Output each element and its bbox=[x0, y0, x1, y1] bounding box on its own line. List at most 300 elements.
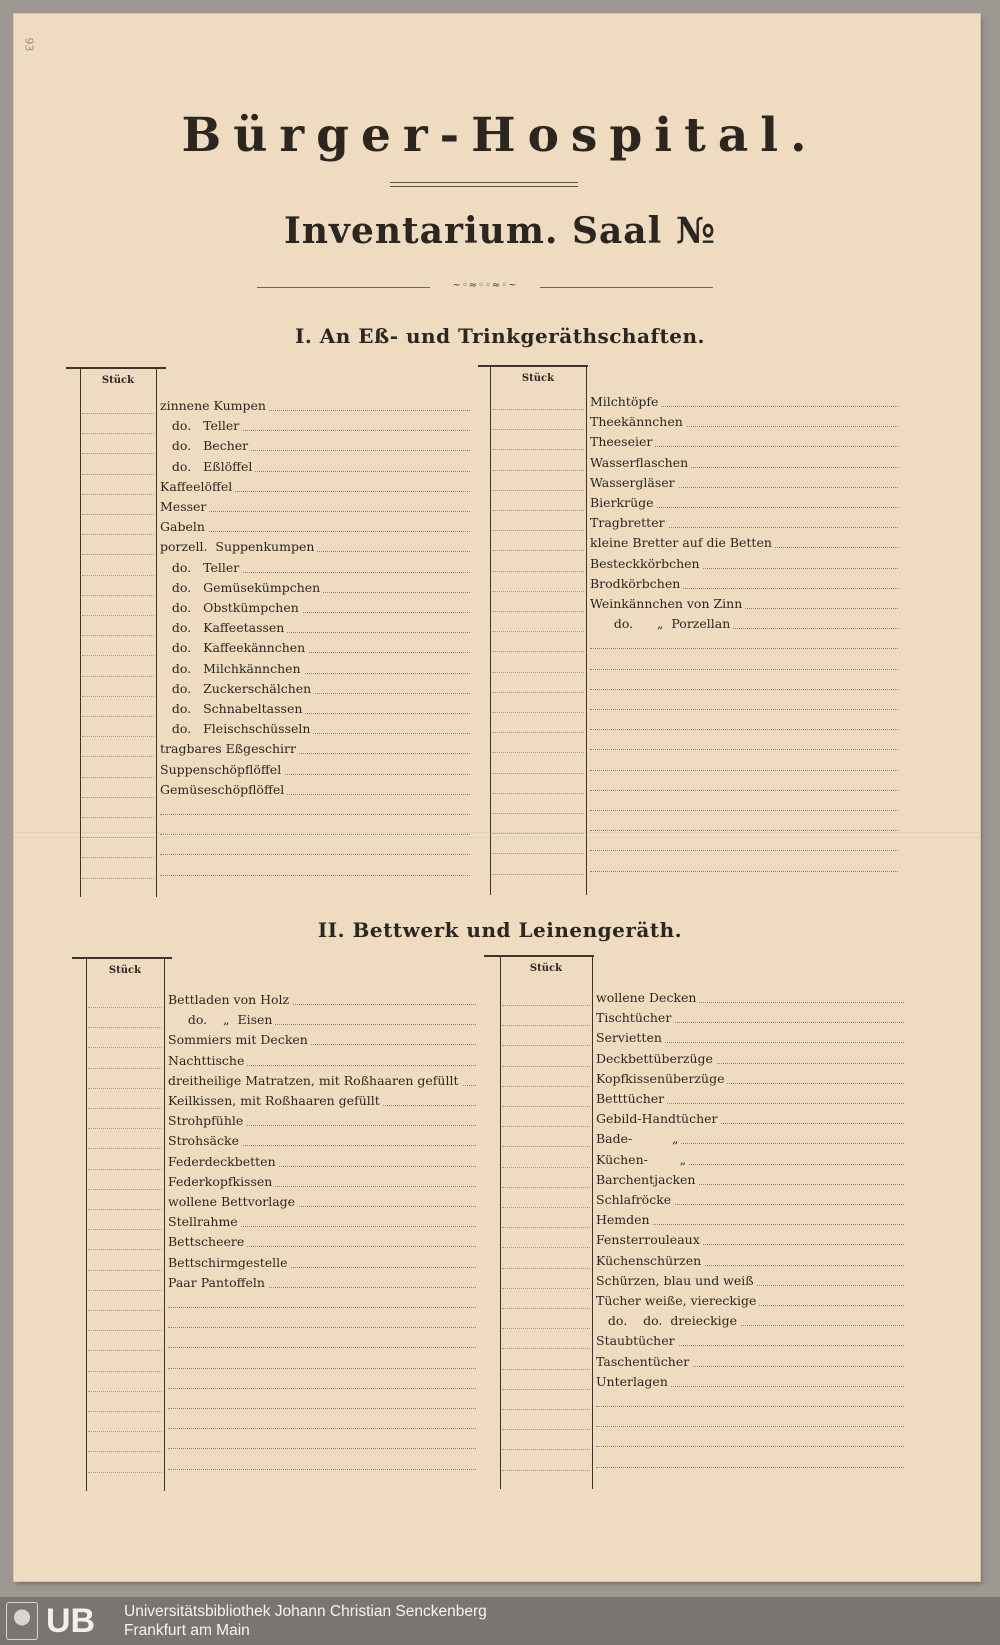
inventory-item bbox=[168, 1172, 476, 1192]
inventory-item-label: Kopfkissenüberzüge bbox=[596, 1071, 727, 1086]
count-cell-rule bbox=[82, 655, 154, 656]
count-cell-rule bbox=[82, 857, 154, 858]
count-cell-rule bbox=[502, 1247, 590, 1248]
inventory-item-label: Brodkörbchen bbox=[590, 576, 683, 591]
inventory-item bbox=[168, 1212, 476, 1232]
inventory-item bbox=[590, 594, 898, 614]
stueck-header: Stück bbox=[529, 963, 563, 974]
column-rule-left bbox=[86, 959, 87, 1491]
count-cell-rule bbox=[492, 490, 584, 491]
inventory-item bbox=[590, 493, 898, 513]
fill-line bbox=[168, 1469, 476, 1470]
fill-line bbox=[590, 709, 898, 710]
inventory-item bbox=[160, 477, 470, 497]
inventory-item-label: do. „ Porzellan bbox=[590, 616, 733, 631]
count-cell-rule bbox=[502, 1470, 590, 1471]
count-cell-rule bbox=[502, 1126, 590, 1127]
inventory-item-label: Betttücher bbox=[596, 1091, 667, 1106]
count-cell-rule bbox=[492, 672, 584, 673]
inventory-item bbox=[590, 513, 898, 533]
count-cell-rule bbox=[88, 1290, 162, 1291]
inventory-item-label: Deckbettüberzüge bbox=[596, 1051, 716, 1066]
inventory-column-s1-right bbox=[478, 365, 904, 895]
count-cell-rule bbox=[492, 773, 584, 774]
count-cell-rule bbox=[502, 1429, 590, 1430]
count-cell-rule bbox=[88, 1350, 162, 1351]
inventory-item bbox=[160, 457, 470, 477]
count-cell-rule bbox=[82, 878, 154, 879]
count-cell-rule bbox=[502, 1308, 590, 1309]
inventory-column-s2-right bbox=[484, 955, 910, 1489]
inventory-item bbox=[596, 1372, 904, 1392]
inventory-item-label: Bade- „ bbox=[596, 1131, 681, 1146]
inventory-item bbox=[160, 598, 470, 618]
column-rule-right bbox=[164, 959, 165, 1491]
inventory-item-label: Nachttische bbox=[168, 1053, 247, 1068]
inventory-item bbox=[596, 1028, 904, 1048]
inventory-item bbox=[596, 1271, 904, 1291]
inventory-column-s1-left bbox=[66, 367, 476, 897]
count-cell-rule bbox=[88, 1169, 162, 1170]
column-top-rule bbox=[478, 365, 588, 367]
fill-line bbox=[168, 1307, 476, 1308]
inventory-item bbox=[168, 1434, 476, 1454]
section-heading-2: II. Bettwerk und Leinengeräth. bbox=[317, 918, 683, 942]
library-name-line2: Frankfurt am Main bbox=[124, 1622, 250, 1639]
inventory-item bbox=[590, 432, 898, 452]
inventory-item bbox=[160, 800, 470, 820]
inventory-item-label: Barchentjacken bbox=[596, 1172, 699, 1187]
inventory-item-label: Paar Pantoffeln bbox=[168, 1275, 268, 1290]
count-cell-rule bbox=[88, 1391, 162, 1392]
inventory-item bbox=[168, 1253, 476, 1273]
inventory-item bbox=[160, 638, 470, 658]
inventory-item bbox=[168, 1192, 476, 1212]
fill-line bbox=[168, 1347, 476, 1348]
count-cell-rule bbox=[88, 1148, 162, 1149]
count-cell-rule bbox=[492, 833, 584, 834]
count-cell-rule bbox=[88, 1209, 162, 1210]
inventory-item-label: Bettladen von Holz bbox=[168, 992, 292, 1007]
inventory-item bbox=[168, 1273, 476, 1293]
count-cell-rule bbox=[502, 1288, 590, 1289]
fill-line bbox=[590, 689, 898, 690]
inventory-item bbox=[168, 1293, 476, 1313]
inventory-item bbox=[596, 1291, 904, 1311]
count-cell-rule bbox=[82, 413, 154, 414]
inventory-item bbox=[168, 1091, 476, 1111]
inventory-item bbox=[160, 558, 470, 578]
inventory-item bbox=[590, 392, 898, 412]
inventory-item bbox=[590, 816, 898, 836]
column-rule-left bbox=[500, 957, 501, 1489]
inventory-item-label: zinnene Kumpen bbox=[160, 398, 269, 413]
fill-line bbox=[590, 810, 898, 811]
inventory-item-label: dreitheilige Matratzen, mit Roßhaaren gefüllt bbox=[168, 1073, 462, 1088]
count-cell-rule bbox=[88, 1431, 162, 1432]
inventory-item-label: Strohsäcke bbox=[168, 1133, 242, 1148]
stueck-header: Stück bbox=[108, 965, 142, 976]
inventory-item bbox=[590, 735, 898, 755]
inventory-item bbox=[596, 1109, 904, 1129]
inventory-item-label: porzell. Suppenkumpen bbox=[160, 539, 317, 554]
inventory-item bbox=[590, 473, 898, 493]
count-cell-rule bbox=[492, 571, 584, 572]
fill-line bbox=[160, 814, 470, 815]
inventory-item bbox=[590, 695, 898, 715]
inventory-item bbox=[160, 679, 470, 699]
inventory-item-label: do. Obstkümpchen bbox=[160, 600, 302, 615]
count-cell-rule bbox=[492, 712, 584, 713]
fill-line bbox=[590, 790, 898, 791]
inventory-item-label: do. Teller bbox=[160, 560, 242, 575]
inventory-item-label: Sommiers mit Decken bbox=[168, 1032, 311, 1047]
inventory-item bbox=[160, 840, 470, 860]
inventory-item-label: do. Teller bbox=[160, 418, 242, 433]
inventory-item bbox=[168, 1051, 476, 1071]
inventory-item bbox=[596, 1453, 904, 1473]
inventory-item bbox=[590, 453, 898, 473]
inventory-item-label: Fensterrouleaux bbox=[596, 1232, 703, 1247]
inventory-item bbox=[596, 1230, 904, 1250]
count-cell-rule bbox=[502, 1025, 590, 1026]
count-cell-rule bbox=[82, 696, 154, 697]
fill-line bbox=[168, 1408, 476, 1409]
inventory-item bbox=[160, 396, 470, 416]
stueck-header: Stück bbox=[101, 375, 135, 386]
fill-line bbox=[168, 1428, 476, 1429]
inventory-item-label: Gebild-Handtücher bbox=[596, 1111, 721, 1126]
count-cell-rule bbox=[492, 732, 584, 733]
count-cell-rule bbox=[492, 591, 584, 592]
inventory-item-label: do. Milchkännchen bbox=[160, 661, 304, 676]
inventory-item bbox=[168, 1030, 476, 1050]
inventory-item bbox=[590, 412, 898, 432]
inventory-item bbox=[160, 497, 470, 517]
inventory-item bbox=[596, 1190, 904, 1210]
count-cell-rule bbox=[82, 554, 154, 555]
inventory-item-label: Federdeckbetten bbox=[168, 1154, 279, 1169]
inventory-item bbox=[590, 857, 898, 877]
inventory-item-label: do. Gemüsekümpchen bbox=[160, 580, 323, 595]
count-cell-rule bbox=[82, 514, 154, 515]
inventory-item bbox=[596, 1129, 904, 1149]
document-subtitle: Inventarium. Saal № bbox=[284, 210, 716, 252]
count-cell-rule bbox=[492, 510, 584, 511]
inventory-item-label: Besteckkörbchen bbox=[590, 556, 703, 571]
inventory-item bbox=[160, 618, 470, 638]
count-cell-rule bbox=[492, 470, 584, 471]
inventory-item bbox=[596, 988, 904, 1008]
inventory-item-label: wollene Decken bbox=[596, 990, 699, 1005]
count-cell-rule bbox=[502, 1207, 590, 1208]
inventory-item bbox=[590, 574, 898, 594]
section-heading-1: I. An Eß- und Trinkgeräthschaften. bbox=[295, 324, 705, 348]
inventory-item bbox=[596, 1331, 904, 1351]
inventory-item bbox=[160, 416, 470, 436]
inventory-item bbox=[596, 1089, 904, 1109]
count-cell-rule bbox=[492, 409, 584, 410]
count-cell-rule bbox=[492, 631, 584, 632]
library-footer-bar bbox=[0, 1597, 1000, 1645]
inventory-item bbox=[160, 436, 470, 456]
inventory-item bbox=[168, 1394, 476, 1414]
count-cell-rule bbox=[88, 1229, 162, 1230]
count-cell-rule bbox=[502, 1106, 590, 1107]
inventory-item-label: do. do. dreieckige bbox=[596, 1313, 740, 1328]
inventory-item-label: do. Kaffeetassen bbox=[160, 620, 287, 635]
count-cell-rule bbox=[88, 1027, 162, 1028]
count-cell-rule bbox=[82, 756, 154, 757]
inventory-item bbox=[596, 1069, 904, 1089]
fill-line bbox=[590, 749, 898, 750]
inventory-item bbox=[168, 1313, 476, 1333]
inventory-item-label: kleine Bretter auf die Betten bbox=[590, 535, 775, 550]
inventory-item bbox=[596, 1008, 904, 1028]
inventory-item bbox=[596, 1352, 904, 1372]
inventory-item bbox=[596, 1210, 904, 1230]
fill-line bbox=[596, 1446, 904, 1447]
inventory-item bbox=[168, 1354, 476, 1374]
inventory-item-label: Strohpfühle bbox=[168, 1113, 246, 1128]
inventory-item-label: Bettschirmgestelle bbox=[168, 1255, 291, 1270]
count-cell-rule bbox=[502, 1005, 590, 1006]
inventory-item bbox=[168, 1455, 476, 1475]
count-cell-rule bbox=[82, 474, 154, 475]
inventory-item-label: Küchen- „ bbox=[596, 1152, 689, 1167]
count-cell-rule bbox=[82, 716, 154, 717]
count-cell-rule bbox=[82, 615, 154, 616]
inventory-item bbox=[168, 1333, 476, 1353]
inventory-item bbox=[596, 1170, 904, 1190]
inventory-item-label: Wasserflaschen bbox=[590, 455, 691, 470]
count-cell-rule bbox=[88, 1310, 162, 1311]
fill-line bbox=[590, 830, 898, 831]
count-cell-rule bbox=[82, 635, 154, 636]
inventory-item bbox=[596, 1392, 904, 1412]
count-cell-rule bbox=[502, 1086, 590, 1087]
count-cell-rule bbox=[82, 494, 154, 495]
inventory-item bbox=[590, 776, 898, 796]
column-top-rule bbox=[72, 957, 172, 959]
inventory-item bbox=[596, 1251, 904, 1271]
inventory-item bbox=[160, 820, 470, 840]
fill-line bbox=[160, 875, 470, 876]
count-cell-rule bbox=[502, 1348, 590, 1349]
library-name bbox=[124, 1602, 487, 1640]
count-cell-rule bbox=[492, 692, 584, 693]
count-cell-rule bbox=[82, 797, 154, 798]
inventory-item bbox=[590, 554, 898, 574]
fill-line bbox=[590, 729, 898, 730]
inventory-item-label: tragbares Eßgeschirr bbox=[160, 741, 299, 756]
inventory-item bbox=[160, 739, 470, 759]
inventory-item bbox=[160, 760, 470, 780]
inventory-item-label: Suppenschöpflöffel bbox=[160, 762, 284, 777]
inventory-item bbox=[590, 675, 898, 695]
ornament: ~◦≈◦◦≈◦~ bbox=[430, 279, 540, 293]
inventory-item bbox=[168, 1152, 476, 1172]
inventory-item-label: do. Becher bbox=[160, 438, 251, 453]
inventory-item-label: Stellrahme bbox=[168, 1214, 241, 1229]
fill-line bbox=[590, 648, 898, 649]
inventory-item bbox=[160, 861, 470, 881]
inventory-item-label: do. Eßlöffel bbox=[160, 459, 255, 474]
count-cell-rule bbox=[502, 1449, 590, 1450]
count-cell-rule bbox=[502, 1328, 590, 1329]
inventory-item-label: Hemden bbox=[596, 1212, 653, 1227]
inventory-item bbox=[160, 780, 470, 800]
fill-line bbox=[168, 1388, 476, 1389]
count-cell-rule bbox=[502, 1268, 590, 1269]
inventory-item bbox=[590, 796, 898, 816]
inventory-item-label: Schürzen, blau und weiß bbox=[596, 1273, 757, 1288]
count-cell-rule bbox=[88, 1371, 162, 1372]
inventory-item-label: Staubtücher bbox=[596, 1333, 678, 1348]
count-cell-rule bbox=[88, 1330, 162, 1331]
column-rule-right bbox=[592, 957, 593, 1489]
inventory-item bbox=[590, 655, 898, 675]
inventory-item bbox=[596, 1049, 904, 1069]
inventory-item bbox=[596, 1311, 904, 1331]
count-cell-rule bbox=[82, 736, 154, 737]
inventory-item-label: wollene Bettvorlage bbox=[168, 1194, 298, 1209]
count-cell-rule bbox=[502, 1066, 590, 1067]
library-name-line1: Universitätsbibliothek Johann Christian Senckenberg bbox=[124, 1603, 487, 1620]
count-cell-rule bbox=[502, 1167, 590, 1168]
count-cell-rule bbox=[492, 813, 584, 814]
column-rule-right bbox=[156, 369, 157, 897]
inventory-item-label: Theekännchen bbox=[590, 414, 686, 429]
inventory-column-s2-left bbox=[72, 957, 482, 1491]
inventory-item bbox=[590, 715, 898, 735]
count-cell-rule bbox=[88, 1451, 162, 1452]
inventory-item bbox=[168, 1374, 476, 1394]
inventory-item-label: Tischtücher bbox=[596, 1010, 674, 1025]
inventory-item-label: Keilkissen, mit Roßhaaren gefüllt bbox=[168, 1093, 383, 1108]
inventory-item-label: Küchenschürzen bbox=[596, 1253, 704, 1268]
count-cell-rule bbox=[82, 595, 154, 596]
count-cell-rule bbox=[82, 453, 154, 454]
title-rule bbox=[390, 186, 578, 187]
count-cell-rule bbox=[88, 1068, 162, 1069]
count-cell-rule bbox=[88, 1270, 162, 1271]
column-top-rule bbox=[66, 367, 166, 369]
inventory-item-label: Gabeln bbox=[160, 519, 208, 534]
count-cell-rule bbox=[88, 1189, 162, 1190]
count-cell-rule bbox=[88, 1249, 162, 1250]
title-rule bbox=[390, 182, 578, 183]
count-cell-rule bbox=[502, 1389, 590, 1390]
column-rule-left bbox=[80, 369, 81, 897]
count-cell-rule bbox=[82, 534, 154, 535]
inventory-item-label: Weinkännchen von Zinn bbox=[590, 596, 745, 611]
count-cell-rule bbox=[492, 752, 584, 753]
inventory-item-label: Tücher weiße, viereckige bbox=[596, 1293, 759, 1308]
count-cell-rule bbox=[82, 433, 154, 434]
count-cell-rule bbox=[492, 874, 584, 875]
library-logo bbox=[6, 1601, 118, 1641]
inventory-item-label: do. Kaffeekännchen bbox=[160, 640, 308, 655]
inventory-item bbox=[168, 1232, 476, 1252]
inventory-item-label: do. Zuckerschälchen bbox=[160, 681, 314, 696]
inventory-item bbox=[596, 1412, 904, 1432]
inventory-item bbox=[160, 699, 470, 719]
portrait-icon bbox=[6, 1602, 38, 1640]
count-cell-rule bbox=[492, 793, 584, 794]
inventory-item-label: Kaffeelöffel bbox=[160, 479, 235, 494]
column-rule-right bbox=[586, 367, 587, 895]
count-cell-rule bbox=[82, 817, 154, 818]
inventory-item-label: Milchtöpfe bbox=[590, 394, 661, 409]
inventory-item-label: do. Schnabeltassen bbox=[160, 701, 305, 716]
fill-line bbox=[168, 1448, 476, 1449]
inventory-item-label: Messer bbox=[160, 499, 209, 514]
fill-line bbox=[590, 669, 898, 670]
column-rule-left bbox=[490, 367, 491, 895]
inventory-item bbox=[590, 614, 898, 634]
count-cell-rule bbox=[88, 1108, 162, 1109]
inventory-item bbox=[160, 659, 470, 679]
inventory-item-label: Servietten bbox=[596, 1030, 665, 1045]
count-cell-rule bbox=[502, 1146, 590, 1147]
count-cell-rule bbox=[82, 676, 154, 677]
inventory-item-label: Unterlagen bbox=[596, 1374, 671, 1389]
inventory-item-label: Tragbretter bbox=[590, 515, 668, 530]
inventory-item bbox=[160, 537, 470, 557]
count-cell-rule bbox=[88, 1411, 162, 1412]
fill-line bbox=[168, 1327, 476, 1328]
count-cell-rule bbox=[502, 1227, 590, 1228]
inventory-item-label: Bierkrüge bbox=[590, 495, 657, 510]
inventory-item-label: do. „ Eisen bbox=[168, 1012, 275, 1027]
fill-line bbox=[596, 1406, 904, 1407]
count-cell-rule bbox=[82, 777, 154, 778]
inventory-item bbox=[590, 533, 898, 553]
fill-line bbox=[590, 770, 898, 771]
inventory-item-label: Schlafröcke bbox=[596, 1192, 674, 1207]
inventory-item bbox=[168, 1111, 476, 1131]
logo-text: UB bbox=[46, 1601, 96, 1640]
inventory-item bbox=[596, 1150, 904, 1170]
inventory-item bbox=[590, 756, 898, 776]
count-cell-rule bbox=[492, 449, 584, 450]
inventory-item bbox=[168, 1071, 476, 1091]
count-cell-rule bbox=[492, 429, 584, 430]
count-cell-rule bbox=[82, 575, 154, 576]
inventory-item-label: Bettscheere bbox=[168, 1234, 247, 1249]
document-title: Bürger-Hospital. bbox=[181, 108, 819, 163]
count-cell-rule bbox=[502, 1045, 590, 1046]
inventory-item bbox=[160, 517, 470, 537]
count-cell-rule bbox=[88, 1007, 162, 1008]
fill-line bbox=[590, 871, 898, 872]
count-cell-rule bbox=[502, 1369, 590, 1370]
count-cell-rule bbox=[492, 611, 584, 612]
stueck-header: Stück bbox=[521, 373, 555, 384]
count-cell-rule bbox=[492, 651, 584, 652]
count-cell-rule bbox=[88, 1128, 162, 1129]
inventory-item bbox=[160, 719, 470, 739]
count-cell-rule bbox=[492, 853, 584, 854]
count-cell-rule bbox=[492, 530, 584, 531]
inventory-item bbox=[168, 1010, 476, 1030]
inventory-item-label: Taschentücher bbox=[596, 1354, 692, 1369]
fill-line bbox=[596, 1426, 904, 1427]
count-cell-rule bbox=[492, 550, 584, 551]
inventory-item bbox=[590, 836, 898, 856]
count-cell-rule bbox=[82, 837, 154, 838]
